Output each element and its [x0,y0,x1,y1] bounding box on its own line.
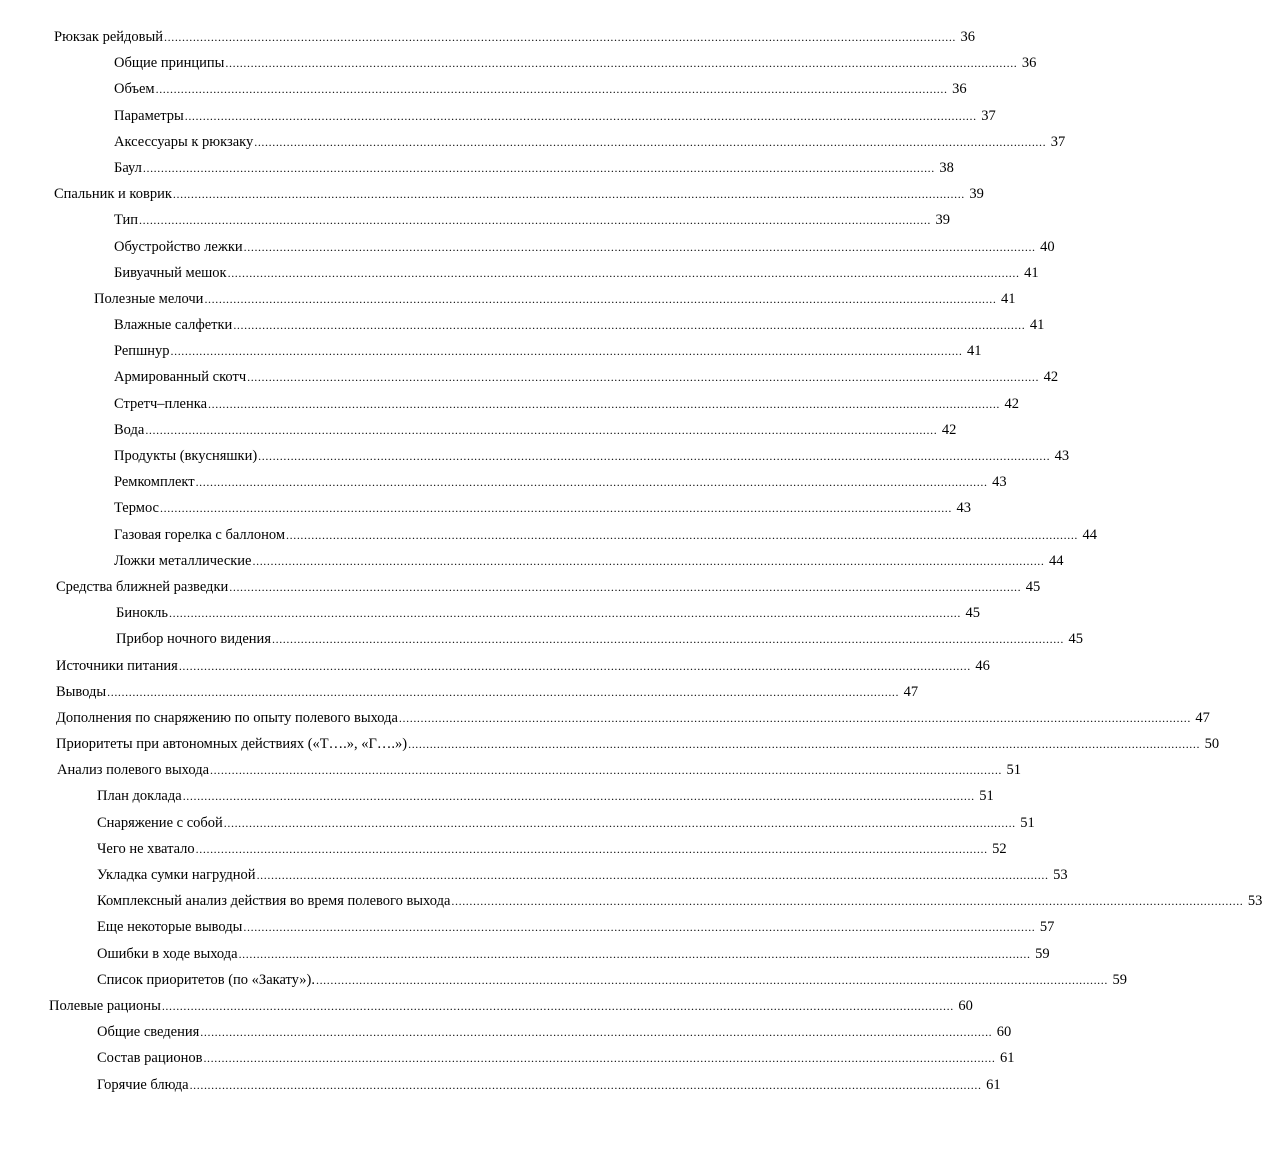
toc-dot-leader: ............................................................................................................................................................................................................................ [258,449,1051,463]
toc-dot-leader: ............................................................................................................................................................................................................................ [254,134,1047,149]
toc-entry-page-number: 41 [967,343,982,360]
toc-dot-leader: ............................................................................................................................................................................................................................ [182,789,975,804]
toc-entry [0,522,1098,548]
toc-entry [0,679,919,705]
toc-entry [0,810,1035,836]
toc-entry [0,548,1064,574]
toc-entry-page-number: 37 [1050,133,1066,150]
toc-entry-title: Общие принципы [114,55,225,72]
toc-entry [0,653,990,679]
toc-entry-page-number: 43 [1054,448,1070,464]
toc-dot-leader: ............................................................................................................................................................................................................................ [252,553,1045,568]
toc-dot-leader: ............................................................................................................................................................................................................................ [164,30,957,44]
toc-entry-page-number: 60 [996,1024,1012,1041]
toc-entry [0,286,1016,312]
toc-entry-page-number: 44 [1049,552,1064,569]
toc-dot-leader: ............................................................................................................................................................................................................................ [195,475,988,490]
toc-entry-title: Репшнур [114,343,170,360]
toc-entry [0,967,1127,993]
toc-entry-title: Состав рационов [97,1050,203,1067]
toc-entry-title: Тип [114,212,139,229]
toc-entry [0,993,973,1019]
toc-entry [0,443,1070,469]
toc-dot-leader: ............................................................................................................................................................................................................................ [195,841,988,856]
toc-entry-page-number: 61 [999,1050,1015,1067]
toc-entry-page-number: 42 [1004,395,1020,412]
toc-dot-leader: ............................................................................................................................................................................................................................ [247,370,1040,385]
toc-entry [0,364,1059,390]
toc-entry-page-number: 44 [1082,526,1098,543]
toc-entry [0,24,976,50]
toc-entry-title: Бинокль [116,605,168,622]
toc-entry [0,914,1055,940]
toc-entry-title: Комплексный анализ действия во время полевого выхода [97,893,451,910]
toc-entry-page-number: 57 [1039,919,1055,936]
toc-entry [0,50,1037,76]
toc-entry-page-number: 51 [1006,762,1022,779]
toc-entry [0,391,1020,417]
toc-dot-leader: ............................................................................................................................................................................................................................ [225,56,1018,71]
toc-dot-leader: ............................................................................................................................................................................................................................ [208,396,1001,411]
toc-entry [0,626,1083,652]
toc-entry-page-number: 53 [1053,867,1068,883]
toc-entry [0,757,1022,783]
toc-entry-page-number: 38 [939,159,954,176]
toc-dot-leader: ............................................................................................................................................................................................................................ [315,972,1108,987]
toc-entry-title: План доклада [97,788,182,805]
toc-entry-title: Армированный скотч [114,369,247,386]
toc-entry [0,731,1220,757]
toc-entry-title: Газовая горелка с баллоном [114,526,286,543]
toc-dot-leader: ............................................................................................................................................................................................................................ [107,684,900,699]
toc-entry-title: Ложки металлические [114,552,252,569]
toc-entry-title: Полевые рационы [49,997,161,1014]
toc-dot-leader: ............................................................................................................................................................................................................................ [286,527,1079,542]
toc-entry-title: Бивуачный мешок [114,264,227,281]
toc-dot-leader: ............................................................................................................................................................................................................................ [451,894,1244,909]
toc-entry-page-number: 41 [1024,264,1039,281]
toc-entry-page-number: 59 [1035,945,1050,962]
toc-dot-leader: ............................................................................................................................................................................................................................ [223,815,1016,830]
toc-dot-leader: ............................................................................................................................................................................................................................ [408,737,1201,752]
toc-entry-title: Стретч–пленка [114,395,208,412]
toc-entry-page-number: 46 [975,657,990,674]
toc-entry-page-number: 45 [1025,578,1041,595]
toc-entry [0,181,984,207]
toc-entry [0,129,1066,155]
toc-entry [0,1019,1012,1045]
toc-entry-title: Рюкзак рейдовый [54,29,164,45]
toc-dot-leader: ............................................................................................................................................................................................................................ [256,868,1049,882]
toc-entry-title: Полезные мелочи [94,290,204,307]
toc-entry-page-number: 47 [1195,709,1210,726]
toc-entry-title: Параметры [114,107,184,124]
toc-dot-leader: ............................................................................................................................................................................................................................ [398,710,1191,725]
toc-entry-title: Еще некоторые выводы [97,919,243,936]
toc-dot-leader: ............................................................................................................................................................................................................................ [243,239,1036,254]
toc-dot-leader: ............................................................................................................................................................................................................................ [210,763,1003,778]
toc-entry-title: Продукты (вкусняшки) [114,448,258,464]
toc-dot-leader: ............................................................................................................................................................................................................................ [142,160,935,175]
toc-entry [0,600,980,626]
toc-entry-page-number: 45 [1068,631,1083,648]
toc-dot-leader: ............................................................................................................................................................................................................................ [139,213,932,228]
toc-entry-page-number: 42 [941,421,957,438]
toc-dot-leader: ............................................................................................................................................................................................................................ [238,946,1031,961]
toc-entry-page-number: 41 [1000,290,1016,307]
toc-entry-title: Вода [114,421,145,438]
table-of-contents [0,24,1262,1098]
toc-dot-leader: ............................................................................................................................................................................................................................ [172,187,965,202]
toc-entry-page-number: 37 [981,107,996,124]
toc-entry-title: Список приоритетов (по «Закату»). [97,971,315,988]
toc-entry-page-number: 39 [969,186,984,203]
toc-entry-page-number: 51 [1020,814,1035,831]
toc-entry [0,234,1055,260]
toc-entry-title: Средства ближней разведки [56,578,229,595]
toc-dot-leader: ............................................................................................................................................................................................................................ [227,265,1020,280]
toc-entry-title: Ремкомплект [114,474,195,491]
toc-dot-leader: ............................................................................................................................................................................................................................ [200,1025,993,1040]
toc-entry [0,76,967,102]
toc-entry-title: Объем [114,81,155,98]
toc-entry-title: Приоритеты при автономных действиях («Т….», «Г….») [56,736,408,753]
toc-entry-title: Баул [114,159,142,176]
toc-entry [0,338,982,364]
toc-entry-page-number: 36 [1021,55,1037,72]
toc-dot-leader: ............................................................................................................................................................................................................................ [145,422,938,437]
toc-entry [0,1045,1015,1071]
toc-entry-page-number: 47 [903,683,919,700]
toc-entry [0,103,996,129]
toc-dot-leader: ............................................................................................................................................................................................................................ [178,658,971,673]
toc-entry [0,495,971,521]
toc-dot-leader: ............................................................................................................................................................................................................................ [243,920,1036,935]
toc-entry-page-number: 39 [935,212,951,229]
toc-entry-title: Анализ полевого выхода [57,762,210,779]
toc-entry [0,312,1045,338]
toc-entry-title: Спальник и коврик [54,186,172,203]
toc-dot-leader: ............................................................................................................................................................................................................................ [189,1077,982,1092]
toc-entry-title: Укладка сумки нагрудной [97,867,256,883]
toc-entry [0,574,1041,600]
toc-entry-page-number: 42 [1043,369,1059,386]
toc-entry-page-number: 51 [979,788,994,805]
toc-dot-leader: ............................................................................................................................................................................................................................ [155,82,948,97]
toc-dot-leader: ............................................................................................................................................................................................................................ [229,579,1022,594]
toc-entry [0,155,954,181]
toc-entry [0,469,1007,495]
toc-entry-title: Чего не хватало [97,840,195,857]
toc-entry [0,260,1039,286]
toc-entry-page-number: 59 [1112,971,1127,988]
toc-entry-title: Общие сведения [97,1024,200,1041]
toc-entry [0,705,1210,731]
toc-entry-title: Прибор ночного видения [116,631,271,648]
toc-entry-page-number: 43 [956,500,971,517]
toc-entry-title: Аксессуары к рюкзаку [114,133,254,150]
toc-entry [0,207,951,233]
toc-entry-title: Термос [114,500,159,517]
toc-entry [0,862,1068,888]
toc-dot-leader: ............................................................................................................................................................................................................................ [161,998,954,1013]
toc-entry-title: Обустройство лежки [114,238,243,255]
toc-entry [0,836,1007,862]
toc-entry-page-number: 40 [1040,238,1055,255]
toc-entry-page-number: 50 [1204,736,1220,753]
toc-entry-title: Источники питания [56,657,178,674]
toc-entry-title: Влажные салфетки [114,317,233,334]
toc-entry-page-number: 43 [992,474,1007,491]
toc-entry-title: Дополнения по снаряжению по опыту полевого выхода [56,709,398,726]
toc-entry-title: Выводы [56,683,107,700]
toc-entry-title: Снаряжение с собой [97,814,223,831]
toc-entry-title: Ошибки в ходе выхода [97,945,238,962]
toc-entry-page-number: 52 [992,840,1007,857]
toc-dot-leader: ............................................................................................................................................................................................................................ [204,291,997,306]
toc-dot-leader: ............................................................................................................................................................................................................................ [203,1051,996,1066]
toc-entry [0,941,1050,967]
toc-dot-leader: ............................................................................................................................................................................................................................ [170,344,963,359]
toc-entry-title: Горячие блюда [97,1076,189,1093]
toc-entry [0,417,957,443]
toc-entry-page-number: 61 [986,1076,1001,1093]
toc-dot-leader: ............................................................................................................................................................................................................................ [233,318,1026,333]
toc-entry [0,1072,1001,1098]
toc-dot-leader: ............................................................................................................................................................................................................................ [160,501,952,516]
toc-entry-page-number: 41 [1029,317,1045,334]
toc-entry-page-number: 45 [965,605,980,622]
toc-dot-leader: ............................................................................................................................................................................................................................ [184,108,977,123]
toc-entry [0,888,1262,914]
toc-entry-page-number: 60 [958,997,973,1014]
toc-entry [0,783,994,809]
toc-entry-page-number: 53 [1247,893,1262,910]
toc-entry-page-number: 36 [960,29,976,45]
toc-dot-leader: ............................................................................................................................................................................................................................ [272,632,1064,647]
toc-dot-leader: ............................................................................................................................................................................................................................ [169,606,961,621]
toc-entry-page-number: 36 [952,81,967,98]
